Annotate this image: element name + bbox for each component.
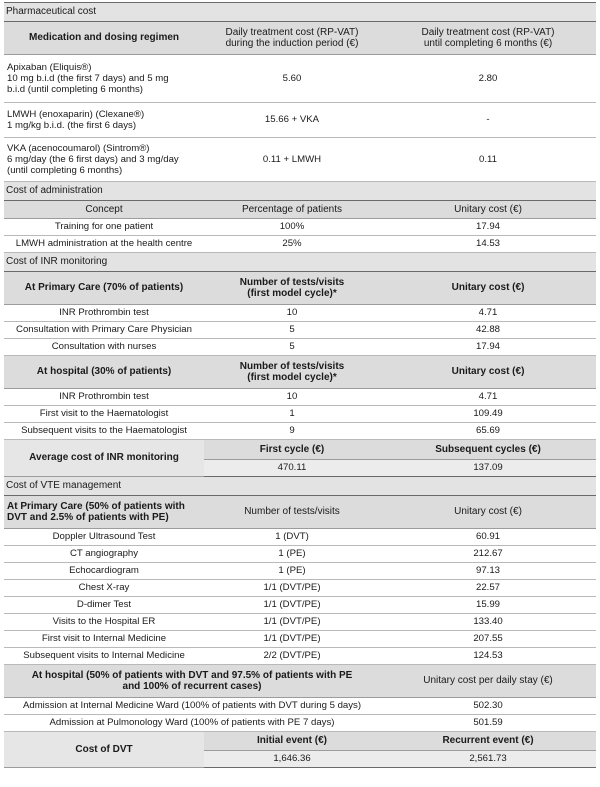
count-cell: 1/1 (DVT/PE)	[204, 597, 380, 614]
header-unitary-cost: Unitary cost (€)	[380, 496, 596, 529]
header-number-of-tests	[204, 272, 380, 305]
item-cell: Admission at Pulmonology Ward (100% of patients with PE 7 days)	[4, 715, 380, 732]
table-row	[4, 138, 596, 182]
subsequent-cycles-value: 137.09	[380, 460, 596, 477]
cost-table	[4, 2, 596, 768]
item-cell: First visit to Internal Medicine	[4, 631, 204, 648]
cost-cell: 17.94	[380, 219, 596, 236]
header-line: At Primary Care (50% of patients with	[7, 500, 185, 512]
table-row	[4, 648, 596, 665]
cost-cell: 22.57	[380, 580, 596, 597]
concept-cell: LMWH administration at the health centre	[4, 236, 204, 253]
table-row	[4, 406, 596, 423]
table-row	[4, 715, 596, 732]
first-cycle-label: First cycle (€)	[204, 440, 380, 460]
table-header	[4, 356, 596, 389]
first-cycle-value: 470.11	[204, 460, 380, 477]
medication-line: 6 mg/day (the 6 first days) and 3 mg/day	[7, 153, 179, 165]
count-cell: 1/1 (DVT/PE)	[204, 614, 380, 631]
header-line: during the induction period (€)	[225, 38, 359, 49]
section-vte-management	[4, 477, 596, 496]
cost-cell: 4.71	[380, 389, 596, 406]
concept-cell: Training for one patient	[4, 219, 204, 236]
cost-cell: 97.13	[380, 563, 596, 580]
item-cell: First visit to the Haematologist	[4, 406, 204, 423]
cost-cell: 42.88	[380, 322, 596, 339]
cost-cell: 207.55	[380, 631, 596, 648]
count-cell: 10	[204, 389, 380, 406]
item-cell: Subsequent visits to the Haematologist	[4, 423, 204, 440]
cost-cell: 501.59	[380, 715, 596, 732]
header-number-of-tests	[204, 356, 380, 389]
item-cell: Consultation with Primary Care Physician	[4, 322, 204, 339]
table-row	[4, 236, 596, 253]
count-cell: 5	[204, 322, 380, 339]
count-cell: 1 (PE)	[204, 563, 380, 580]
medication-cell	[4, 138, 204, 182]
table-row	[4, 322, 596, 339]
item-cell: Visits to the Hospital ER	[4, 614, 204, 631]
medication-line: VKA (acenocoumarol) (Sintrom®)	[7, 142, 150, 154]
section-inr-monitoring	[4, 253, 596, 272]
header-percentage: Percentage of patients	[204, 201, 380, 219]
header-line: At hospital (50% of patients with DVT and 97.5% of patients with PE	[31, 669, 353, 681]
item-cell: Chest X-ray	[4, 580, 204, 597]
table-row	[4, 698, 596, 715]
medication-line: LMWH (enoxaparin) (Clexane®)	[7, 108, 145, 120]
item-cell: D-dimer Test	[4, 597, 204, 614]
item-cell: Echocardiogram	[4, 563, 204, 580]
count-cell: 1 (DVT)	[204, 529, 380, 546]
header-line: Number of tests/visits	[239, 276, 345, 288]
count-cell: 1 (PE)	[204, 546, 380, 563]
count-cell: 1/1 (DVT/PE)	[204, 580, 380, 597]
table-row	[4, 631, 596, 648]
header-unitary-cost: Unitary cost (€)	[380, 201, 596, 219]
recurrent-event-value: 2,561.73	[380, 751, 596, 768]
header-primary-care: At Primary Care (70% of patients)	[4, 272, 204, 305]
header-line: Daily treatment cost (RP-VAT)	[421, 26, 555, 38]
cost-table-document	[4, 2, 596, 768]
table-header	[4, 201, 596, 219]
six-month-cost-cell: 0.11	[380, 138, 596, 182]
section-title: Cost of VTE management	[4, 477, 596, 496]
header-vte-primary-care	[4, 496, 204, 529]
section-pharmaceutical-cost	[4, 3, 596, 22]
table-header	[4, 272, 596, 305]
header-concept: Concept	[4, 201, 204, 219]
count-cell: 10	[204, 305, 380, 322]
section-title: Pharmaceutical cost	[4, 3, 596, 22]
section-cost-of-administration	[4, 182, 596, 201]
item-cell: INR Prothrombin test	[4, 305, 204, 322]
induction-cost-cell: 15.66 + VKA	[204, 103, 380, 138]
table-row	[4, 597, 596, 614]
header-line: Daily treatment cost (RP-VAT)	[225, 26, 359, 38]
initial-event-label: Initial event (€)	[204, 732, 380, 751]
induction-cost-cell: 0.11 + LMWH	[204, 138, 380, 182]
header-line: (first model cycle)*	[247, 372, 337, 383]
table-header	[4, 665, 596, 698]
table-row	[4, 423, 596, 440]
header-unitary-cost: Unitary cost (€)	[380, 272, 596, 305]
dvt-cost-label: Cost of DVT	[4, 732, 204, 768]
table-row	[4, 614, 596, 631]
cost-cell: 17.94	[380, 339, 596, 356]
table-row	[4, 563, 596, 580]
table-row	[4, 219, 596, 236]
section-title: Cost of INR monitoring	[4, 253, 596, 272]
cost-cell: 109.49	[380, 406, 596, 423]
header-hospital: At hospital (30% of patients)	[4, 356, 204, 389]
item-cell: Doppler Ultrasound Test	[4, 529, 204, 546]
table-row	[4, 580, 596, 597]
cost-cell: 60.91	[380, 529, 596, 546]
item-cell: INR Prothrombin test	[4, 389, 204, 406]
table-row	[4, 546, 596, 563]
medication-cell	[4, 103, 204, 138]
medication-line: b.i.d (until completing 6 months)	[7, 84, 143, 96]
item-cell: Consultation with nurses	[4, 339, 204, 356]
cost-cell: 212.67	[380, 546, 596, 563]
average-inr-header-row	[4, 440, 596, 460]
induction-cost-cell: 5.60	[204, 55, 380, 103]
cost-cell: 14.53	[380, 236, 596, 253]
table-row	[4, 529, 596, 546]
medication-line: Apixaban (Eliquis®)	[7, 61, 92, 73]
subsequent-cycles-label: Subsequent cycles (€)	[380, 440, 596, 460]
header-line: and 100% of recurrent cases)	[122, 681, 262, 692]
header-vte-hospital	[4, 665, 380, 698]
count-cell: 2/2 (DVT/PE)	[204, 648, 380, 665]
six-month-cost-cell: -	[380, 103, 596, 138]
header-unitary-cost: Unitary cost (€)	[380, 356, 596, 389]
recurrent-event-label: Recurrent event (€)	[380, 732, 596, 751]
count-cell: 9	[204, 423, 380, 440]
count-cell: 1	[204, 406, 380, 423]
cost-cell: 4.71	[380, 305, 596, 322]
table-row	[4, 55, 596, 103]
item-cell: Subsequent visits to Internal Medicine	[4, 648, 204, 665]
percentage-cell: 100%	[204, 219, 380, 236]
header-number-of-tests: Number of tests/visits	[204, 496, 380, 529]
average-inr-label: Average cost of INR monitoring	[4, 440, 204, 477]
header-line: until completing 6 months (€)	[423, 38, 553, 49]
cost-cell: 124.53	[380, 648, 596, 665]
dvt-cost-header-row	[4, 732, 596, 751]
table-row	[4, 103, 596, 138]
header-line: DVT and 2.5% of patients with PE)	[7, 512, 169, 523]
initial-event-value: 1,646.36	[204, 751, 380, 768]
percentage-cell: 25%	[204, 236, 380, 253]
medication-cell	[4, 55, 204, 103]
table-row	[4, 339, 596, 356]
medication-line: 1 mg/kg b.i.d. (the first 6 days)	[7, 120, 137, 131]
medication-line: (until completing 6 months)	[7, 165, 123, 177]
cost-cell: 65.69	[380, 423, 596, 440]
medication-line: 10 mg b.i.d (the first 7 days) and 5 mg	[7, 72, 169, 84]
header-line: (first model cycle)*	[247, 288, 337, 299]
table-header	[4, 22, 596, 55]
header-medication: Medication and dosing regimen	[4, 22, 204, 55]
count-cell: 1/1 (DVT/PE)	[204, 631, 380, 648]
header-daily-stay-cost: Unitary cost per daily stay (€)	[380, 665, 596, 698]
cost-cell: 133.40	[380, 614, 596, 631]
cost-cell: 15.99	[380, 597, 596, 614]
header-line: Number of tests/visits	[239, 360, 345, 372]
item-cell: Admission at Internal Medicine Ward (100% of patients with DVT during 5 days)	[4, 698, 380, 715]
header-six-month-cost	[380, 22, 596, 55]
item-cell: CT angiography	[4, 546, 204, 563]
table-row	[4, 389, 596, 406]
count-cell: 5	[204, 339, 380, 356]
six-month-cost-cell: 2.80	[380, 55, 596, 103]
section-title: Cost of administration	[4, 182, 596, 201]
table-row	[4, 305, 596, 322]
header-induction-cost	[204, 22, 380, 55]
cost-cell: 502.30	[380, 698, 596, 715]
table-header	[4, 496, 596, 529]
